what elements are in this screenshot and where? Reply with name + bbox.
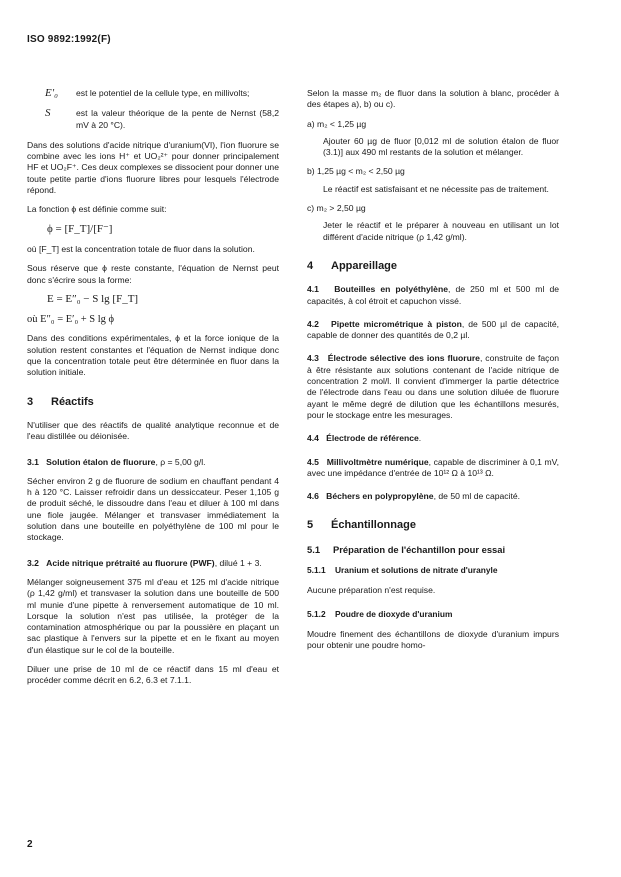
paragraph: Dans des conditions expérimentales, ϕ et la force ionique de la solution restent constantes et l'équation de Nernst indique donc que la concentration totale peut être déterminée en fluor dans la solution initiale. bbox=[27, 333, 279, 378]
paragraph: Sous réserve que ϕ reste constante, l'équation de Nernst peut donc s'écrire sous la forme: bbox=[27, 263, 279, 285]
subsection-3-1: 3.1 Solution étalon de fluorure, ρ = 5,00 g/l. bbox=[27, 456, 206, 467]
case-c-label: c) m₂ > 2,50 µg bbox=[307, 203, 366, 214]
case-b-label: b) 1,25 µg < m₂ < 2,50 µg bbox=[307, 166, 405, 177]
case-b-text: Le réactif est satisfaisant et ne nécessite pas de traitement. bbox=[323, 183, 549, 194]
subsection-4-5: 4.5 Millivoltmètre numérique, capable de discriminer à 0,1 mV, avec une impédance d'entrée de 10¹² Ω à 10¹³ Ω. bbox=[307, 456, 559, 478]
subsection-3-2: 3.2 Acide nitrique prétraité au fluorure (PWF), dilué 1 + 3. bbox=[27, 557, 262, 568]
formula-e0-definition: où E″₀ = E′₀ + S lg ϕ bbox=[27, 314, 115, 326]
paragraph: Diluer une prise de 10 ml de ce réactif dans 15 ml d'eau et procéder comme décrit en 6.2, 6.3 et 7.1.1. bbox=[27, 663, 279, 686]
section-heading: 5 Échantillonnage bbox=[307, 519, 416, 532]
paragraph: où [F_T] est la concentration totale de fluor dans la solution. bbox=[27, 243, 255, 254]
paragraph: N'utiliser que des réactifs de qualité analytique reconnue et de l'eau distillée ou déionisée. bbox=[27, 419, 279, 442]
definition-symbol: S bbox=[45, 107, 51, 120]
right-column bbox=[307, 88, 559, 660]
definition-e0 bbox=[27, 88, 279, 99]
subsection-4-1: 4.1 Bouteilles en polyéthylène, de 250 ml et 500 ml de capacités, à col étroit et capuchon vissé. bbox=[307, 284, 560, 306]
subsubsection-heading: 5.1.2 Poudre de dioxyde d'uranium bbox=[307, 608, 453, 619]
section-heading: 4 Appareillage bbox=[307, 259, 398, 272]
subsubsection-heading: 5.1.1 Uranium et solutions de nitrate d'uranyle bbox=[307, 565, 498, 576]
definition-symbol: E′₀ bbox=[45, 87, 58, 99]
subsection-heading: 5.1 Préparation de l'échantillon pour essai bbox=[307, 543, 506, 555]
paragraph: Selon la masse m₂ de fluor dans la solution à blanc, procéder à des étapes a), b) ou c). bbox=[307, 88, 559, 110]
left-column bbox=[27, 88, 279, 695]
paragraph: Dans des solutions d'acide nitrique d'uranium(VI), l'ion fluorure se combine avec les ions H⁺ et UO₂²⁺ pour donner principalement HF et UO₂F⁺. Ces deux complexes se dissocient pour donner une toute petite partie d'ions fluorure libres pour lesquels l'électrode répond. bbox=[27, 139, 279, 196]
paragraph: Moudre finement des échantillons de dioxyde d'uranium impurs pour obtenir une poudre homo- bbox=[307, 628, 559, 651]
formula-nernst: E = E″₀ − S lg [F_T] bbox=[47, 292, 139, 305]
definition-text: est le potentiel de la cellule type, en millivolts; bbox=[76, 88, 250, 98]
formula-phi: ϕ = [F_T]/[F⁻] bbox=[47, 222, 113, 235]
page-header: ISO 9892:1992(F) bbox=[27, 34, 111, 45]
case-c-text: Jeter le réactif et le préparer à nouveau en utilisant un lot différent d'acide nitrique (ρ 1,42 g/ml). bbox=[323, 220, 559, 242]
paragraph: Aucune préparation n'est requise. bbox=[307, 585, 436, 596]
subsection-4-4: 4.4 Électrode de référence. bbox=[307, 433, 422, 444]
definition-text: est la valeur théorique de la pente de Nernst (58,2 mV à 20 °C). bbox=[76, 108, 279, 130]
paragraph: Mélanger soigneusement 375 ml d'eau et 125 ml d'acide nitrique (ρ 1,42 g/ml) et transvaser la solution dans une bouteille de 500 ml munie d'une pipette à renversement automatique de 10 ml. Lorsque la solution n'est pas utilisée, la protéger de la contamination atmosphérique ou par la poussière en plaçant un sac plastique à l'envers sur la pipette et en le fixant au moyen d'un élastique sur le col de la bouteille. bbox=[27, 576, 279, 655]
paragraph: Sécher environ 2 g de fluorure de sodium en chauffant pendant 4 h à 120 °C. Laisser refroidir dans un dessiccateur. Peser 1,105 g de produit séché, le dissoudre dans l'eau et diluer à 100 ml dans une fiole jaugée. Mélanger et transvaser immédiatement la solution dans une bouteille en polyéthylène de 100 ml pour le stockage. bbox=[27, 475, 279, 543]
case-a-label: a) m₂ < 1,25 µg bbox=[307, 118, 367, 129]
paragraph: La fonction ϕ est définie comme suit: bbox=[27, 204, 167, 215]
subsection-4-2: 4.2 Pipette micrométrique à piston, de 500 µl de capacité, capable de donner des quantités de 0,2 µl. bbox=[307, 318, 559, 341]
subsection-4-3: 4.3 Électrode sélective des ions fluorure, construite de façon à être résistante aux solutions contenant de l'acide nitrique de concentration 2 mol/l. Il convient d'immerger la partie détectrice de l'électrode dans l'eau ou dans une solution diluée de fluorure ayant le même degré de dilution que les échantillons mesurés, pour le stockage entre les mesurages. bbox=[307, 353, 560, 420]
section-heading: 3 Réactifs bbox=[27, 395, 94, 408]
page-number: 2 bbox=[27, 839, 33, 850]
case-a-text: Ajouter 60 µg de fluor [0,012 ml de solution étalon de fluor (3.1)] aux 490 ml restants de la solution et mélanger. bbox=[323, 135, 559, 158]
subsection-4-6: 4.6 Béchers en polypropylène, de 50 ml de capacité. bbox=[307, 491, 521, 502]
definition-s bbox=[27, 108, 279, 131]
